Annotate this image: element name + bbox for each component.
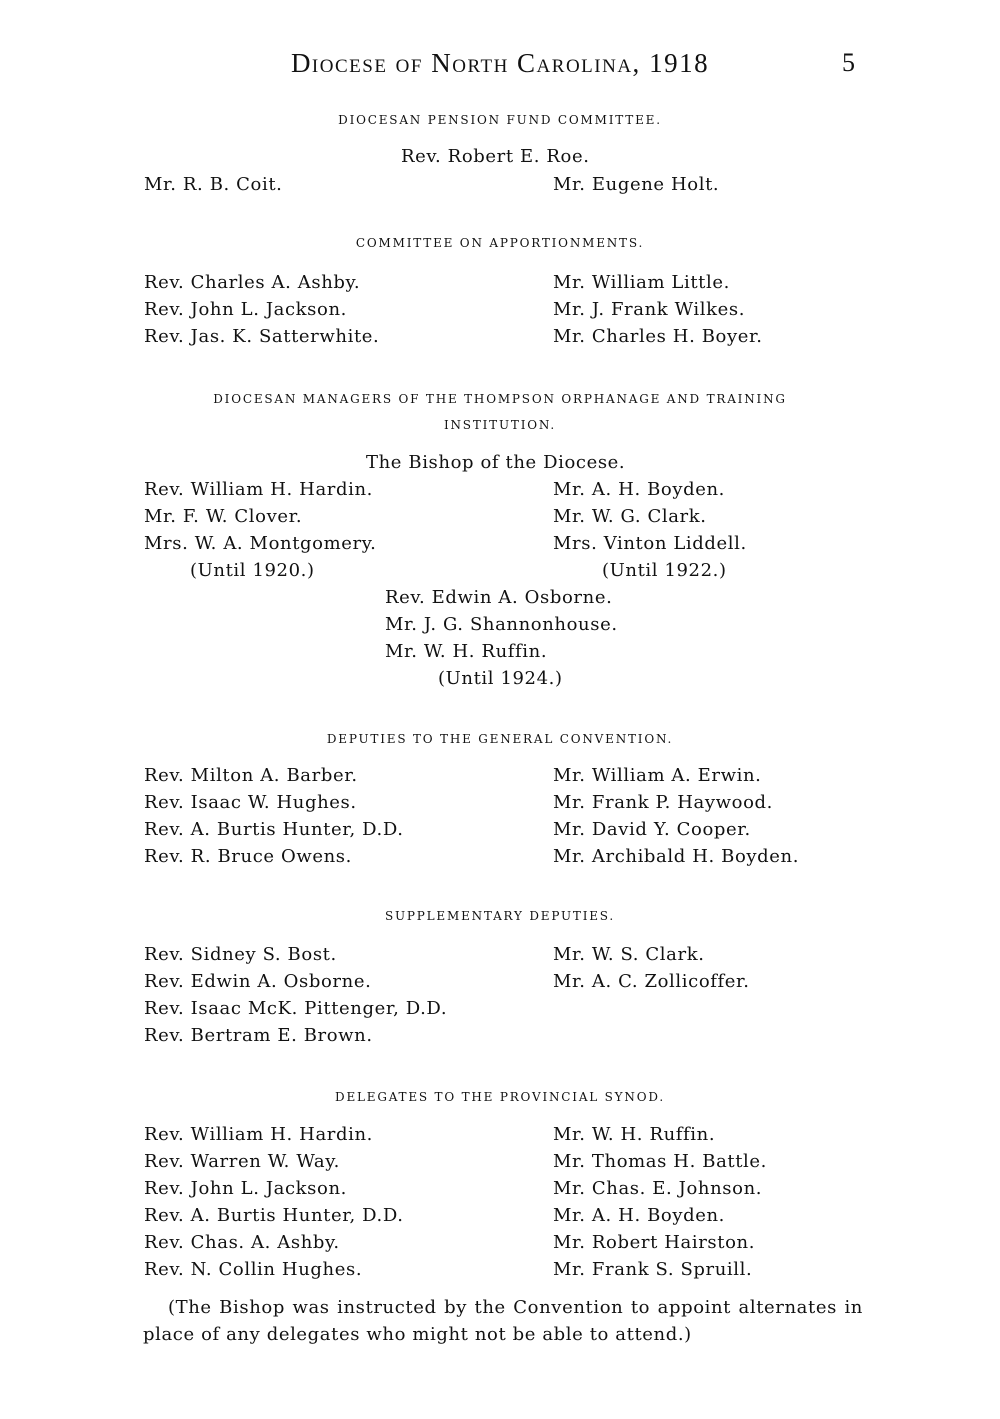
deputy: Mr. Frank P. Haywood. — [553, 792, 773, 813]
pension-member-left: Mr. R. B. Coit. — [144, 174, 283, 195]
synod-delegate: Rev. William H. Hardin. — [144, 1124, 373, 1145]
pension-committee-heading: DIOCESAN PENSION FUND COMMITTEE. — [338, 113, 662, 127]
orphanage-member: Mr. F. W. Clover. — [144, 506, 303, 527]
synod-delegates-heading: DELEGATES TO THE PROVINCIAL SYNOD. — [335, 1090, 665, 1104]
deputies-heading: DEPUTIES TO THE GENERAL CONVENTION. — [326, 732, 674, 746]
apportionments-member: Rev. Jas. K. Satterwhite. — [144, 326, 380, 347]
deputy: Rev. Milton A. Barber. — [144, 765, 358, 786]
deputy: Rev. Isaac W. Hughes. — [144, 792, 357, 813]
synod-delegate: Rev. N. Collin Hughes. — [144, 1259, 363, 1280]
apportionments-member: Rev. Charles A. Ashby. — [144, 272, 361, 293]
deputy: Rev. A. Burtis Hunter, D.D. — [144, 819, 404, 840]
page-number: 5 — [842, 48, 855, 77]
orphanage-managers-heading: DIOCESAN MANAGERS OF THE THOMPSON ORPHANAGE AND TRAINING INSTITUTION. — [213, 392, 787, 432]
apportionments-member: Mr. Charles H. Boyer. — [553, 326, 763, 347]
synod-delegate: Rev. John L. Jackson. — [144, 1178, 347, 1199]
synod-delegate: Mr. Robert Hairston. — [553, 1232, 756, 1253]
synod-delegate: Rev. Warren W. Way. — [144, 1151, 340, 1172]
orphanage-member: Mr. J. G. Shannonhouse. — [385, 614, 618, 635]
supplementary-deputy: Rev. Edwin A. Osborne. — [144, 971, 372, 992]
deputy: Mr. William A. Erwin. — [553, 765, 762, 786]
orphanage-member: Mr. W. G. Clark. — [553, 506, 707, 527]
alternates-note: (The Bishop was instructed by the Convention to appoint alternates in place of any delegates who might not be able to attend.) — [143, 1297, 863, 1345]
apportionments-member: Mr. William Little. — [553, 272, 730, 293]
running-head-year: 1918 — [649, 48, 710, 78]
deputy: Mr. David Y. Cooper. — [553, 819, 751, 840]
synod-delegate: Mr. Frank S. Spruill. — [553, 1259, 753, 1280]
orphanage-term-note: (Until 1924.) — [438, 668, 563, 689]
orphanage-member: Mrs. Vinton Liddell. — [553, 533, 747, 554]
orphanage-member: Rev. William H. Hardin. — [144, 479, 373, 500]
synod-delegate: Mr. Thomas H. Battle. — [553, 1151, 767, 1172]
apportionments-heading: COMMITTEE ON APPORTIONMENTS. — [355, 236, 645, 250]
deputy: Mr. Archibald H. Boyden. — [553, 846, 800, 867]
pension-member-right: Mr. Eugene Holt. — [553, 174, 720, 195]
supplementary-deputies-heading: SUPPLEMENTARY DEPUTIES. — [384, 909, 616, 923]
synod-delegate: Mr. A. H. Boyden. — [553, 1205, 726, 1226]
supplementary-deputy: Rev. Bertram E. Brown. — [144, 1025, 373, 1046]
orphanage-term-note: (Until 1920.) — [190, 560, 315, 581]
orphanage-member: Rev. Edwin A. Osborne. — [385, 587, 613, 608]
orphanage-member: Mr. A. H. Boyden. — [553, 479, 726, 500]
orphanage-bishop: The Bishop of the Diocese. — [366, 452, 626, 473]
apportionments-member: Rev. John L. Jackson. — [144, 299, 347, 320]
apportionments-member: Mr. J. Frank Wilkes. — [553, 299, 746, 320]
supplementary-deputy: Mr. W. S. Clark. — [553, 944, 705, 965]
pension-chair: Rev. Robert E. Roe. — [401, 146, 590, 167]
running-head-title: Diocese of North Carolina, — [290, 48, 641, 78]
synod-delegate: Mr. Chas. E. Johnson. — [553, 1178, 763, 1199]
supplementary-deputy: Mr. A. C. Zollicoffer. — [553, 971, 750, 992]
synod-delegate: Rev. Chas. A. Ashby. — [144, 1232, 340, 1253]
supplementary-deputy: Rev. Isaac McK. Pittenger, D.D. — [144, 998, 448, 1019]
orphanage-member: Mr. W. H. Ruffin. — [385, 641, 548, 662]
deputy: Rev. R. Bruce Owens. — [144, 846, 352, 867]
synod-delegate: Mr. W. H. Ruffin. — [553, 1124, 716, 1145]
synod-delegate: Rev. A. Burtis Hunter, D.D. — [144, 1205, 404, 1226]
orphanage-term-note: (Until 1922.) — [602, 560, 727, 581]
supplementary-deputy: Rev. Sidney S. Bost. — [144, 944, 337, 965]
orphanage-member: Mrs. W. A. Montgomery. — [144, 533, 377, 554]
